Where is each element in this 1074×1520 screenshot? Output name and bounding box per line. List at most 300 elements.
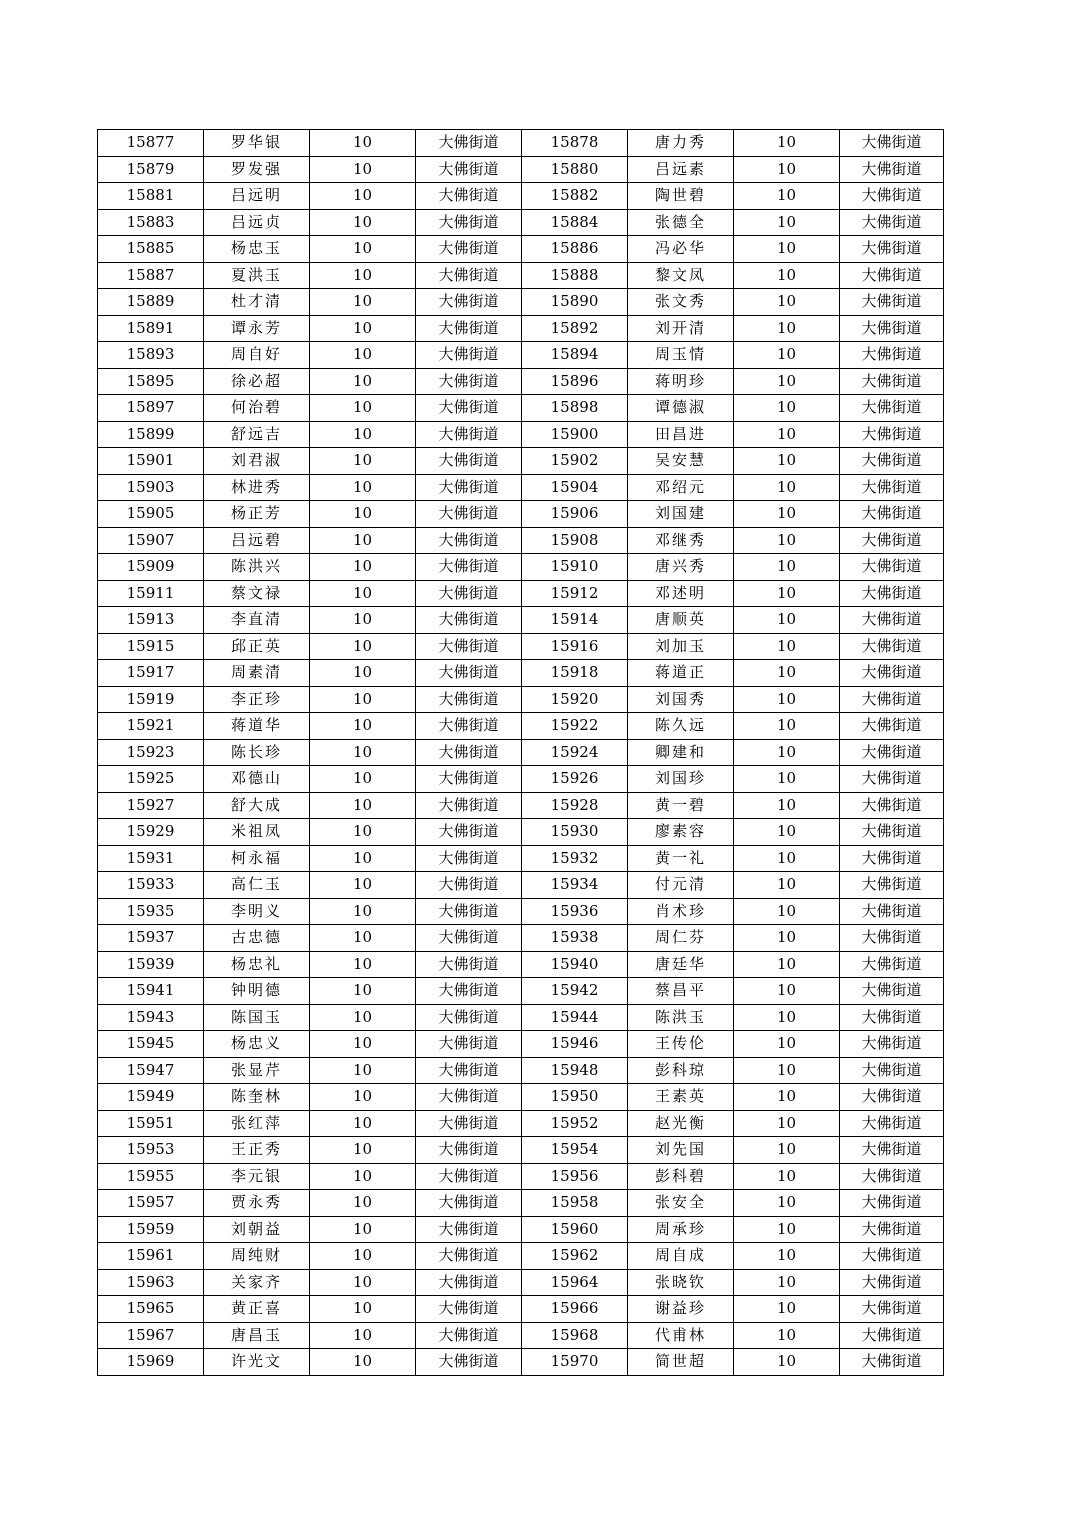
cell-street: 大佛街道 bbox=[840, 130, 944, 157]
cell-name: 谢益珍 bbox=[628, 1296, 734, 1323]
cell-street: 大佛街道 bbox=[840, 580, 944, 607]
cell-name: 邓继秀 bbox=[628, 527, 734, 554]
cell-id: 15932 bbox=[522, 845, 628, 872]
cell-count: 10 bbox=[310, 660, 416, 687]
cell-name: 陈奎林 bbox=[204, 1084, 310, 1111]
cell-id: 15915 bbox=[98, 633, 204, 660]
cell-id: 15880 bbox=[522, 156, 628, 183]
cell-count: 10 bbox=[734, 315, 840, 342]
cell-name: 邱正英 bbox=[204, 633, 310, 660]
cell-count: 10 bbox=[310, 845, 416, 872]
cell-count: 10 bbox=[310, 1163, 416, 1190]
cell-id: 15931 bbox=[98, 845, 204, 872]
cell-name: 王素英 bbox=[628, 1084, 734, 1111]
cell-name: 李元银 bbox=[204, 1163, 310, 1190]
cell-street: 大佛街道 bbox=[416, 660, 522, 687]
cell-street: 大佛街道 bbox=[416, 898, 522, 925]
cell-name: 蔡文禄 bbox=[204, 580, 310, 607]
cell-count: 10 bbox=[310, 395, 416, 422]
cell-count: 10 bbox=[734, 289, 840, 316]
table-row bbox=[98, 421, 944, 448]
cell-street: 大佛街道 bbox=[840, 925, 944, 952]
cell-id: 15948 bbox=[522, 1057, 628, 1084]
cell-count: 10 bbox=[734, 739, 840, 766]
cell-street: 大佛街道 bbox=[840, 448, 944, 475]
cell-count: 10 bbox=[310, 183, 416, 210]
table-row bbox=[98, 236, 944, 263]
cell-name: 李正珍 bbox=[204, 686, 310, 713]
cell-name: 周仁芬 bbox=[628, 925, 734, 952]
cell-street: 大佛街道 bbox=[840, 209, 944, 236]
cell-name: 代甫林 bbox=[628, 1322, 734, 1349]
cell-id: 15962 bbox=[522, 1243, 628, 1270]
cell-street: 大佛街道 bbox=[840, 315, 944, 342]
cell-count: 10 bbox=[310, 978, 416, 1005]
cell-id: 15918 bbox=[522, 660, 628, 687]
cell-name: 黎文凤 bbox=[628, 262, 734, 289]
cell-count: 10 bbox=[310, 315, 416, 342]
cell-id: 15947 bbox=[98, 1057, 204, 1084]
cell-id: 15889 bbox=[98, 289, 204, 316]
table-row bbox=[98, 660, 944, 687]
cell-id: 15943 bbox=[98, 1004, 204, 1031]
cell-street: 大佛街道 bbox=[840, 1163, 944, 1190]
cell-name: 杨忠礼 bbox=[204, 951, 310, 978]
cell-id: 15950 bbox=[522, 1084, 628, 1111]
cell-count: 10 bbox=[310, 501, 416, 528]
cell-name: 唐顺英 bbox=[628, 607, 734, 634]
cell-street: 大佛街道 bbox=[840, 1057, 944, 1084]
cell-count: 10 bbox=[734, 580, 840, 607]
cell-name: 廖素容 bbox=[628, 819, 734, 846]
table-row bbox=[98, 1216, 944, 1243]
cell-street: 大佛街道 bbox=[840, 686, 944, 713]
cell-street: 大佛街道 bbox=[416, 978, 522, 1005]
cell-street: 大佛街道 bbox=[416, 1322, 522, 1349]
cell-id: 15923 bbox=[98, 739, 204, 766]
cell-id: 15877 bbox=[98, 130, 204, 157]
cell-id: 15959 bbox=[98, 1216, 204, 1243]
cell-id: 15922 bbox=[522, 713, 628, 740]
cell-street: 大佛街道 bbox=[416, 713, 522, 740]
cell-street: 大佛街道 bbox=[840, 1349, 944, 1376]
table-row bbox=[98, 368, 944, 395]
table-row bbox=[98, 501, 944, 528]
cell-count: 10 bbox=[734, 660, 840, 687]
cell-id: 15936 bbox=[522, 898, 628, 925]
cell-id: 15893 bbox=[98, 342, 204, 369]
cell-id: 15904 bbox=[522, 474, 628, 501]
table-row bbox=[98, 156, 944, 183]
cell-street: 大佛街道 bbox=[416, 1163, 522, 1190]
cell-name: 刘加玉 bbox=[628, 633, 734, 660]
table-row bbox=[98, 527, 944, 554]
cell-street: 大佛街道 bbox=[840, 978, 944, 1005]
cell-count: 10 bbox=[734, 978, 840, 1005]
cell-name: 邓德山 bbox=[204, 766, 310, 793]
cell-count: 10 bbox=[734, 1084, 840, 1111]
cell-name: 张晓钦 bbox=[628, 1269, 734, 1296]
cell-count: 10 bbox=[310, 156, 416, 183]
cell-count: 10 bbox=[734, 845, 840, 872]
cell-street: 大佛街道 bbox=[416, 130, 522, 157]
cell-id: 15921 bbox=[98, 713, 204, 740]
cell-street: 大佛街道 bbox=[416, 554, 522, 581]
cell-name: 米祖凤 bbox=[204, 819, 310, 846]
table-row bbox=[98, 209, 944, 236]
cell-count: 10 bbox=[310, 368, 416, 395]
cell-name: 张文秀 bbox=[628, 289, 734, 316]
cell-name: 林进秀 bbox=[204, 474, 310, 501]
cell-name: 古忠德 bbox=[204, 925, 310, 952]
cell-name: 张显芹 bbox=[204, 1057, 310, 1084]
table-row bbox=[98, 474, 944, 501]
cell-name: 刘国秀 bbox=[628, 686, 734, 713]
cell-id: 15907 bbox=[98, 527, 204, 554]
table-row bbox=[98, 1269, 944, 1296]
table-row bbox=[98, 951, 944, 978]
table-row bbox=[98, 289, 944, 316]
cell-name: 周纯财 bbox=[204, 1243, 310, 1270]
cell-street: 大佛街道 bbox=[840, 1322, 944, 1349]
cell-street: 大佛街道 bbox=[840, 1190, 944, 1217]
cell-count: 10 bbox=[310, 342, 416, 369]
table-row bbox=[98, 315, 944, 342]
cell-street: 大佛街道 bbox=[416, 766, 522, 793]
cell-street: 大佛街道 bbox=[416, 1216, 522, 1243]
cell-id: 15927 bbox=[98, 792, 204, 819]
cell-name: 蒋明珍 bbox=[628, 368, 734, 395]
cell-id: 15935 bbox=[98, 898, 204, 925]
cell-street: 大佛街道 bbox=[840, 1110, 944, 1137]
table-row bbox=[98, 792, 944, 819]
cell-street: 大佛街道 bbox=[416, 1243, 522, 1270]
cell-name: 陈洪兴 bbox=[204, 554, 310, 581]
cell-count: 10 bbox=[734, 1216, 840, 1243]
cell-name: 谭德淑 bbox=[628, 395, 734, 422]
cell-id: 15901 bbox=[98, 448, 204, 475]
cell-street: 大佛街道 bbox=[840, 951, 944, 978]
cell-count: 10 bbox=[734, 130, 840, 157]
cell-name: 周自好 bbox=[204, 342, 310, 369]
table-row bbox=[98, 1190, 944, 1217]
cell-name: 邓绍元 bbox=[628, 474, 734, 501]
cell-street: 大佛街道 bbox=[416, 315, 522, 342]
table-row bbox=[98, 1057, 944, 1084]
cell-id: 15902 bbox=[522, 448, 628, 475]
cell-id: 15924 bbox=[522, 739, 628, 766]
cell-count: 10 bbox=[310, 580, 416, 607]
cell-street: 大佛街道 bbox=[840, 501, 944, 528]
cell-name: 邓述明 bbox=[628, 580, 734, 607]
cell-street: 大佛街道 bbox=[840, 607, 944, 634]
cell-street: 大佛街道 bbox=[840, 236, 944, 263]
cell-count: 10 bbox=[734, 872, 840, 899]
cell-id: 15887 bbox=[98, 262, 204, 289]
cell-count: 10 bbox=[734, 368, 840, 395]
cell-id: 15933 bbox=[98, 872, 204, 899]
cell-count: 10 bbox=[734, 1349, 840, 1376]
cell-count: 10 bbox=[734, 421, 840, 448]
cell-id: 15926 bbox=[522, 766, 628, 793]
cell-name: 陈长珍 bbox=[204, 739, 310, 766]
cell-name: 周玉情 bbox=[628, 342, 734, 369]
table-row bbox=[98, 1004, 944, 1031]
cell-count: 10 bbox=[734, 1137, 840, 1164]
cell-id: 15884 bbox=[522, 209, 628, 236]
cell-name: 刘君淑 bbox=[204, 448, 310, 475]
cell-street: 大佛街道 bbox=[840, 1216, 944, 1243]
cell-id: 15914 bbox=[522, 607, 628, 634]
cell-count: 10 bbox=[734, 474, 840, 501]
cell-name: 吕远素 bbox=[628, 156, 734, 183]
cell-street: 大佛街道 bbox=[416, 845, 522, 872]
cell-id: 15938 bbox=[522, 925, 628, 952]
cell-id: 15937 bbox=[98, 925, 204, 952]
cell-count: 10 bbox=[734, 1163, 840, 1190]
cell-name: 王正秀 bbox=[204, 1137, 310, 1164]
cell-street: 大佛街道 bbox=[416, 395, 522, 422]
cell-street: 大佛街道 bbox=[416, 368, 522, 395]
cell-count: 10 bbox=[734, 183, 840, 210]
cell-street: 大佛街道 bbox=[416, 951, 522, 978]
cell-street: 大佛街道 bbox=[840, 474, 944, 501]
cell-count: 10 bbox=[734, 925, 840, 952]
cell-count: 10 bbox=[734, 633, 840, 660]
cell-id: 15892 bbox=[522, 315, 628, 342]
cell-street: 大佛街道 bbox=[840, 421, 944, 448]
cell-id: 15897 bbox=[98, 395, 204, 422]
cell-name: 简世超 bbox=[628, 1349, 734, 1376]
cell-id: 15970 bbox=[522, 1349, 628, 1376]
cell-count: 10 bbox=[310, 130, 416, 157]
cell-name: 许光文 bbox=[204, 1349, 310, 1376]
cell-count: 10 bbox=[734, 766, 840, 793]
table-row bbox=[98, 607, 944, 634]
cell-count: 10 bbox=[734, 156, 840, 183]
cell-id: 15969 bbox=[98, 1349, 204, 1376]
cell-name: 柯永福 bbox=[204, 845, 310, 872]
cell-name: 蒋道正 bbox=[628, 660, 734, 687]
cell-id: 15909 bbox=[98, 554, 204, 581]
cell-street: 大佛街道 bbox=[416, 474, 522, 501]
cell-street: 大佛街道 bbox=[840, 342, 944, 369]
cell-name: 徐必超 bbox=[204, 368, 310, 395]
cell-id: 15956 bbox=[522, 1163, 628, 1190]
cell-count: 10 bbox=[734, 686, 840, 713]
cell-count: 10 bbox=[734, 1004, 840, 1031]
cell-name: 刘先国 bbox=[628, 1137, 734, 1164]
cell-count: 10 bbox=[310, 1031, 416, 1058]
cell-street: 大佛街道 bbox=[840, 1137, 944, 1164]
table-row bbox=[98, 713, 944, 740]
cell-id: 15939 bbox=[98, 951, 204, 978]
cell-count: 10 bbox=[310, 236, 416, 263]
cell-count: 10 bbox=[734, 819, 840, 846]
cell-id: 15906 bbox=[522, 501, 628, 528]
cell-street: 大佛街道 bbox=[840, 289, 944, 316]
cell-id: 15878 bbox=[522, 130, 628, 157]
cell-street: 大佛街道 bbox=[416, 1004, 522, 1031]
cell-id: 15955 bbox=[98, 1163, 204, 1190]
cell-id: 15944 bbox=[522, 1004, 628, 1031]
cell-street: 大佛街道 bbox=[840, 872, 944, 899]
cell-name: 冯必华 bbox=[628, 236, 734, 263]
cell-name: 肖术珍 bbox=[628, 898, 734, 925]
cell-count: 10 bbox=[734, 792, 840, 819]
cell-street: 大佛街道 bbox=[840, 1004, 944, 1031]
cell-count: 10 bbox=[310, 1004, 416, 1031]
cell-street: 大佛街道 bbox=[840, 1084, 944, 1111]
cell-street: 大佛街道 bbox=[416, 527, 522, 554]
cell-street: 大佛街道 bbox=[840, 527, 944, 554]
cell-street: 大佛街道 bbox=[416, 1057, 522, 1084]
cell-count: 10 bbox=[310, 713, 416, 740]
cell-name: 周素清 bbox=[204, 660, 310, 687]
cell-name: 赵光衡 bbox=[628, 1110, 734, 1137]
cell-street: 大佛街道 bbox=[840, 1031, 944, 1058]
cell-count: 10 bbox=[310, 554, 416, 581]
cell-name: 钟明德 bbox=[204, 978, 310, 1005]
cell-street: 大佛街道 bbox=[416, 1269, 522, 1296]
cell-count: 10 bbox=[734, 527, 840, 554]
cell-street: 大佛街道 bbox=[416, 156, 522, 183]
cell-street: 大佛街道 bbox=[840, 713, 944, 740]
cell-count: 10 bbox=[734, 1110, 840, 1137]
cell-name: 吕远碧 bbox=[204, 527, 310, 554]
cell-count: 10 bbox=[734, 501, 840, 528]
cell-name: 关家齐 bbox=[204, 1269, 310, 1296]
cell-count: 10 bbox=[310, 448, 416, 475]
cell-name: 彭科琼 bbox=[628, 1057, 734, 1084]
cell-street: 大佛街道 bbox=[416, 236, 522, 263]
cell-id: 15890 bbox=[522, 289, 628, 316]
cell-name: 黄一碧 bbox=[628, 792, 734, 819]
cell-id: 15883 bbox=[98, 209, 204, 236]
table-row bbox=[98, 554, 944, 581]
cell-count: 10 bbox=[734, 898, 840, 925]
cell-name: 李明义 bbox=[204, 898, 310, 925]
cell-name: 李直清 bbox=[204, 607, 310, 634]
cell-name: 蒋道华 bbox=[204, 713, 310, 740]
cell-id: 15913 bbox=[98, 607, 204, 634]
cell-name: 唐力秀 bbox=[628, 130, 734, 157]
cell-id: 15910 bbox=[522, 554, 628, 581]
cell-count: 10 bbox=[310, 1216, 416, 1243]
cell-id: 15960 bbox=[522, 1216, 628, 1243]
cell-id: 15879 bbox=[98, 156, 204, 183]
cell-count: 10 bbox=[734, 951, 840, 978]
cell-count: 10 bbox=[310, 1057, 416, 1084]
cell-street: 大佛街道 bbox=[840, 898, 944, 925]
cell-name: 彭科碧 bbox=[628, 1163, 734, 1190]
cell-street: 大佛街道 bbox=[840, 845, 944, 872]
cell-id: 15920 bbox=[522, 686, 628, 713]
cell-id: 15895 bbox=[98, 368, 204, 395]
cell-count: 10 bbox=[734, 554, 840, 581]
cell-id: 15965 bbox=[98, 1296, 204, 1323]
table-row bbox=[98, 183, 944, 210]
cell-street: 大佛街道 bbox=[416, 1110, 522, 1137]
cell-street: 大佛街道 bbox=[416, 209, 522, 236]
cell-count: 10 bbox=[310, 262, 416, 289]
cell-street: 大佛街道 bbox=[840, 1243, 944, 1270]
cell-count: 10 bbox=[310, 925, 416, 952]
cell-id: 15954 bbox=[522, 1137, 628, 1164]
cell-id: 15953 bbox=[98, 1137, 204, 1164]
cell-name: 夏洪玉 bbox=[204, 262, 310, 289]
cell-name: 罗发强 bbox=[204, 156, 310, 183]
cell-id: 15891 bbox=[98, 315, 204, 342]
cell-name: 谭永芳 bbox=[204, 315, 310, 342]
cell-name: 蔡昌平 bbox=[628, 978, 734, 1005]
cell-name: 贾永秀 bbox=[204, 1190, 310, 1217]
cell-street: 大佛街道 bbox=[416, 633, 522, 660]
cell-count: 10 bbox=[310, 1349, 416, 1376]
table-row bbox=[98, 898, 944, 925]
table-row bbox=[98, 262, 944, 289]
cell-street: 大佛街道 bbox=[416, 1190, 522, 1217]
cell-name: 罗华银 bbox=[204, 130, 310, 157]
table-row bbox=[98, 739, 944, 766]
cell-count: 10 bbox=[734, 1269, 840, 1296]
cell-id: 15964 bbox=[522, 1269, 628, 1296]
cell-street: 大佛街道 bbox=[416, 1084, 522, 1111]
cell-count: 10 bbox=[734, 1243, 840, 1270]
cell-id: 15882 bbox=[522, 183, 628, 210]
cell-street: 大佛街道 bbox=[840, 262, 944, 289]
cell-id: 15934 bbox=[522, 872, 628, 899]
table-row bbox=[98, 1243, 944, 1270]
cell-id: 15903 bbox=[98, 474, 204, 501]
cell-name: 杜才清 bbox=[204, 289, 310, 316]
cell-count: 10 bbox=[734, 262, 840, 289]
cell-count: 10 bbox=[310, 1243, 416, 1270]
table-row bbox=[98, 1084, 944, 1111]
cell-street: 大佛街道 bbox=[416, 925, 522, 952]
cell-count: 10 bbox=[734, 395, 840, 422]
cell-id: 15885 bbox=[98, 236, 204, 263]
cell-id: 15925 bbox=[98, 766, 204, 793]
roster-body bbox=[98, 130, 944, 1376]
table-row bbox=[98, 342, 944, 369]
cell-street: 大佛街道 bbox=[416, 1137, 522, 1164]
table-row bbox=[98, 1322, 944, 1349]
cell-count: 10 bbox=[310, 1322, 416, 1349]
cell-id: 15967 bbox=[98, 1322, 204, 1349]
cell-name: 唐廷华 bbox=[628, 951, 734, 978]
cell-count: 10 bbox=[734, 236, 840, 263]
cell-street: 大佛街道 bbox=[416, 1349, 522, 1376]
cell-count: 10 bbox=[734, 1190, 840, 1217]
table-row bbox=[98, 130, 944, 157]
cell-id: 15951 bbox=[98, 1110, 204, 1137]
cell-name: 吕远明 bbox=[204, 183, 310, 210]
table-row bbox=[98, 1110, 944, 1137]
cell-id: 15957 bbox=[98, 1190, 204, 1217]
cell-name: 吕远贞 bbox=[204, 209, 310, 236]
cell-id: 15941 bbox=[98, 978, 204, 1005]
cell-id: 15911 bbox=[98, 580, 204, 607]
cell-id: 15949 bbox=[98, 1084, 204, 1111]
cell-name: 王传伦 bbox=[628, 1031, 734, 1058]
cell-street: 大佛街道 bbox=[840, 819, 944, 846]
cell-count: 10 bbox=[734, 1296, 840, 1323]
cell-count: 10 bbox=[310, 1269, 416, 1296]
cell-street: 大佛街道 bbox=[416, 739, 522, 766]
cell-street: 大佛街道 bbox=[416, 872, 522, 899]
cell-count: 10 bbox=[734, 448, 840, 475]
